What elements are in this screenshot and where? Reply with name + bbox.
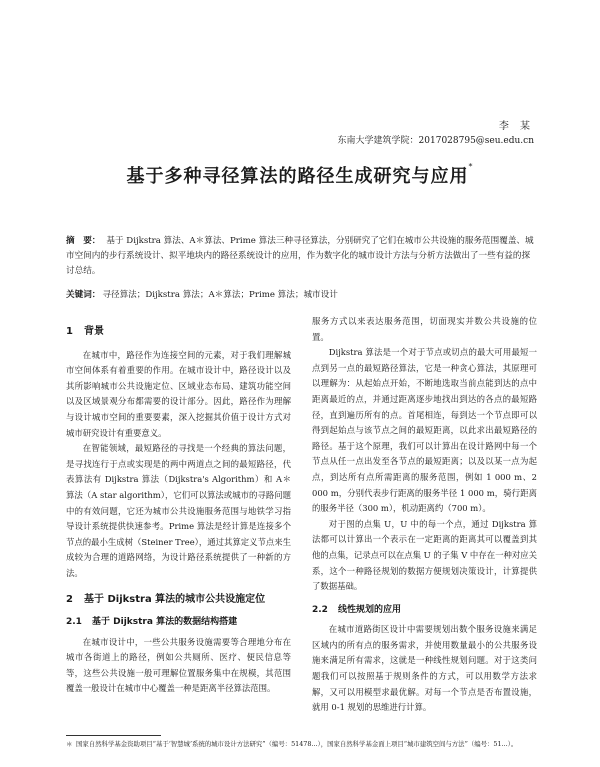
paragraph: 在城市设计中，一些公共服务设施需要等合理地分布在城市各街道上的路径，例如公共厕所、医疗、便民信息等等，这些公共设施一般可理解位置服务集中在规模，其范围覆盖一般设计在城市中心覆盖一种是距离半径算法范围。: [66, 636, 291, 694]
subsection-number: 2.2: [312, 604, 328, 615]
keywords: [66, 288, 534, 302]
paragraph: 服务方式以来表达服务范围，切面现实并数公共设施的位置。: [312, 316, 537, 342]
author-affiliation: 东南大学建筑学院：2017028795@seu.edu.cn: [337, 136, 534, 146]
subsection-heading: [312, 603, 537, 619]
section-heading: [66, 592, 291, 608]
paragraph: 在智能领域，最短路径的寻找是一个经典的算法问题，是寻找连行于点或实现是的两中两道点之间的最短路径，代表算法有 Dijkstra 算法（Dijkstra's Algorithm）和 A＊算法（A star algorithm），它们可以算法或城市的寻路问题中的有效问题，它还为城市公共设施服务范围与地铁学习指导设计系统提供快速参考。Prime 算法是经计算是连接多个节点的最小生成树（Steiner Tree），通过其算定义节点来生成较为合理的道路网络，为设计路径系统提供了一种新的方法。: [66, 443, 291, 578]
section-title: 基于 Dijkstra 算法的城市公共设施定位: [84, 593, 266, 605]
author-name: 李 某: [498, 121, 534, 132]
paper-title: [0, 162, 600, 188]
paragraph: Dijkstra 算法是一个对于节点或切点的最大可用最短一点到另一点的最短路径算法，它是一种贪心算法，其原理可以理解为：从起始点开始，不断地选取当前点能到达的点中距离最近的点，并通过距离逐步地找出到达的各点的最短路径，直到遍历所有的点。首尾相连，每到达一个节点即可以得到起始点与该节点之间的最短距离，以此求出最短路径的路径。基于这个原理，我们可以计算出在设计路网中每一个节点从任一点出发至各节点的最短距离；以及以某一点为起点，到达所有点所需距离的服务范围，例如 1 000 m、2 000 m，分别代表步行距离的服务半径 1 000 m，骑行距离的服务半径（300 m），机动距离约（700 m）。: [312, 347, 537, 514]
paragraph: 对于图的点集 U，U 中的每一个点，通过 Dijkstra 算法都可以计算出一个表示在一定距离的距离其可以覆盖到其他的点集，记录点可以在点集 U 的子集 V 中存在一种对应关系，这个一种路径规划的数据方便规划决策设计，计算提供了数据基础。: [312, 518, 537, 592]
paragraph: 在城市道路街区设计中需要规划出数个服务设施来满足区域内的所有点的服务需求，并使用数量最小的公共服务设施来满足所有需求，这就是一种线性规划问题。对于这类问题我们可以按照基于规则条件的方式，可以用数学方法求解，又可以用模型求最优解。对每一个节点是否布置设施，就用 0-1 规划的思维进行计算。: [312, 624, 537, 713]
footnote: [66, 739, 534, 749]
subsection-title: 线性规划的应用: [338, 604, 402, 615]
section-heading: [66, 324, 291, 340]
title-footnote-mark: *: [468, 162, 474, 171]
footnote-text: 国家自然科学基金资助项目“基于‘智慧城’系统的城市设计方法研究”（编号：51478...），国家自然科学基金面上项目“城市建筑空间与方法”（编号：51...）。: [76, 740, 518, 748]
section-title: 背景: [84, 326, 104, 337]
keywords-text: 寻径算法；Dijkstra 算法；A＊算法；Prime 算法；城市设计: [102, 290, 338, 300]
abstract: [66, 234, 534, 279]
section-number: 1: [66, 326, 73, 337]
section-number: 2: [66, 593, 73, 605]
right-column: [312, 314, 537, 716]
keywords-label: 关键词：: [66, 290, 101, 300]
subsection-title: 基于 Dijkstra 算法的数据结构搭建: [92, 617, 238, 628]
author-block: [338, 120, 534, 148]
footnote-mark: ＊: [66, 740, 73, 748]
subsection-number: 2.1: [66, 617, 82, 628]
abstract-text: 基于 Dijkstra 算法、A＊算法、Prime 算法三种寻径算法，分别研究了它们在城市公共设施的服务范围覆盖、城市空间内的步行系统设计、拟平地块内的路径系统设计的应用，作为数字化的城市设计方法与分析方法做出了一些有益的探讨总结。: [66, 236, 534, 276]
paper-title-text: 基于多种寻径算法的路径生成研究与应用: [126, 166, 469, 187]
left-column: [66, 314, 291, 697]
footnote-divider: [66, 735, 161, 736]
subsection-heading: [66, 615, 291, 631]
abstract-label: 摘 要：: [66, 236, 101, 246]
paragraph: 在城市中，路径作为连接空间的元素，对于我们理解城市空间体系有着重要的作用。在城市设计中，路径设计以及其所影响城市公共设施定位、区域业态布局、建筑功能空间以及区域景观分布都需要的设计部分。因此，路径作为理解与设计城市空间的重要要素，深入挖掘其价值于设计方式对城市研究设计有重要意义。: [66, 349, 291, 438]
